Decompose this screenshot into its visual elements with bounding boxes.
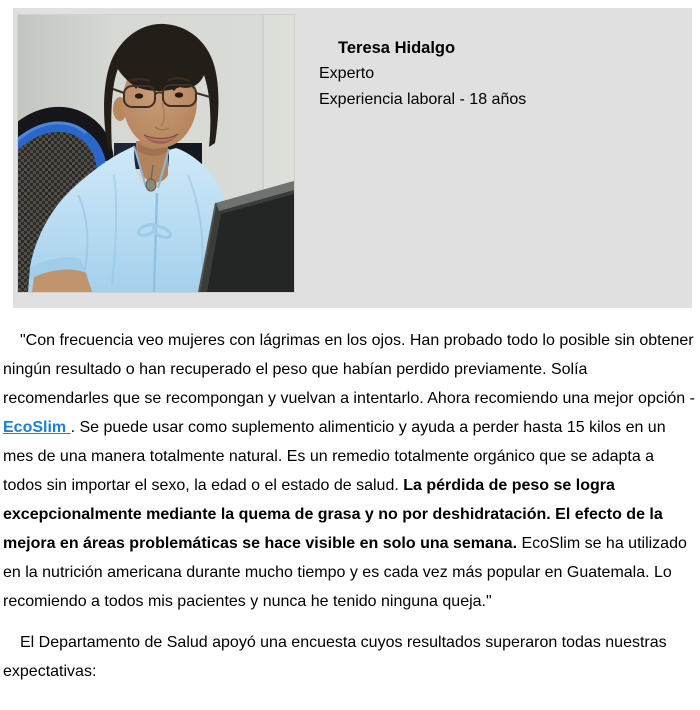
article-body: [3, 326, 695, 686]
expert-experience: Experiencia laboral - 18 años: [319, 91, 527, 108]
survey-intro-paragraph: El Departamento de Salud apoyó una encuesta cuyos resultados superaron todas nuestras expectativas:: [3, 634, 667, 680]
testimonial-text-after-link: . Se puede usar como suplemento alimenticio y ayuda a perder hasta 15 kilos en un mes de una manera totalmente natural. Es un remedio totalmente orgánico que se adapta a todos sin importar el sexo, la edad o el estado de salud.: [3, 419, 666, 494]
expert-name: Teresa Hidalgo: [338, 39, 456, 57]
ecoslim-link[interactable]: EcoSlim: [3, 419, 71, 436]
testimonial-text-before-link: "Con frecuencia veo mujeres con lágrimas en los ojos. Han probado todo lo posible sin obtener ningún resultado o han recuperado el peso que habían perdido previamente. Solía recomendarles que se recompongan y vuelvan a intentarlo. Ahora recomiendo una mejor opción -: [3, 332, 695, 407]
expert-info: [319, 38, 526, 110]
testimonial-text-end: EcoSlim se ha utilizado en la nutrición americana durante mucho tiempo y es cada vez más popular en Guatemala. Lo recomiendo a todos mis pacientes y nunca he tenido ninguna queja.": [3, 535, 687, 610]
expert-role: Experto: [319, 65, 375, 82]
expert-profile-card: [13, 8, 692, 308]
expert-photo: [18, 15, 294, 292]
testimonial-paragraph: [3, 326, 695, 616]
testimonial-bold-claim: La pérdida de peso se logra excepcionalmente mediante la quema de grasa y no por deshidratación. El efecto de la mejora en áreas problemáticas se hace visible en solo una semana.: [3, 477, 663, 552]
